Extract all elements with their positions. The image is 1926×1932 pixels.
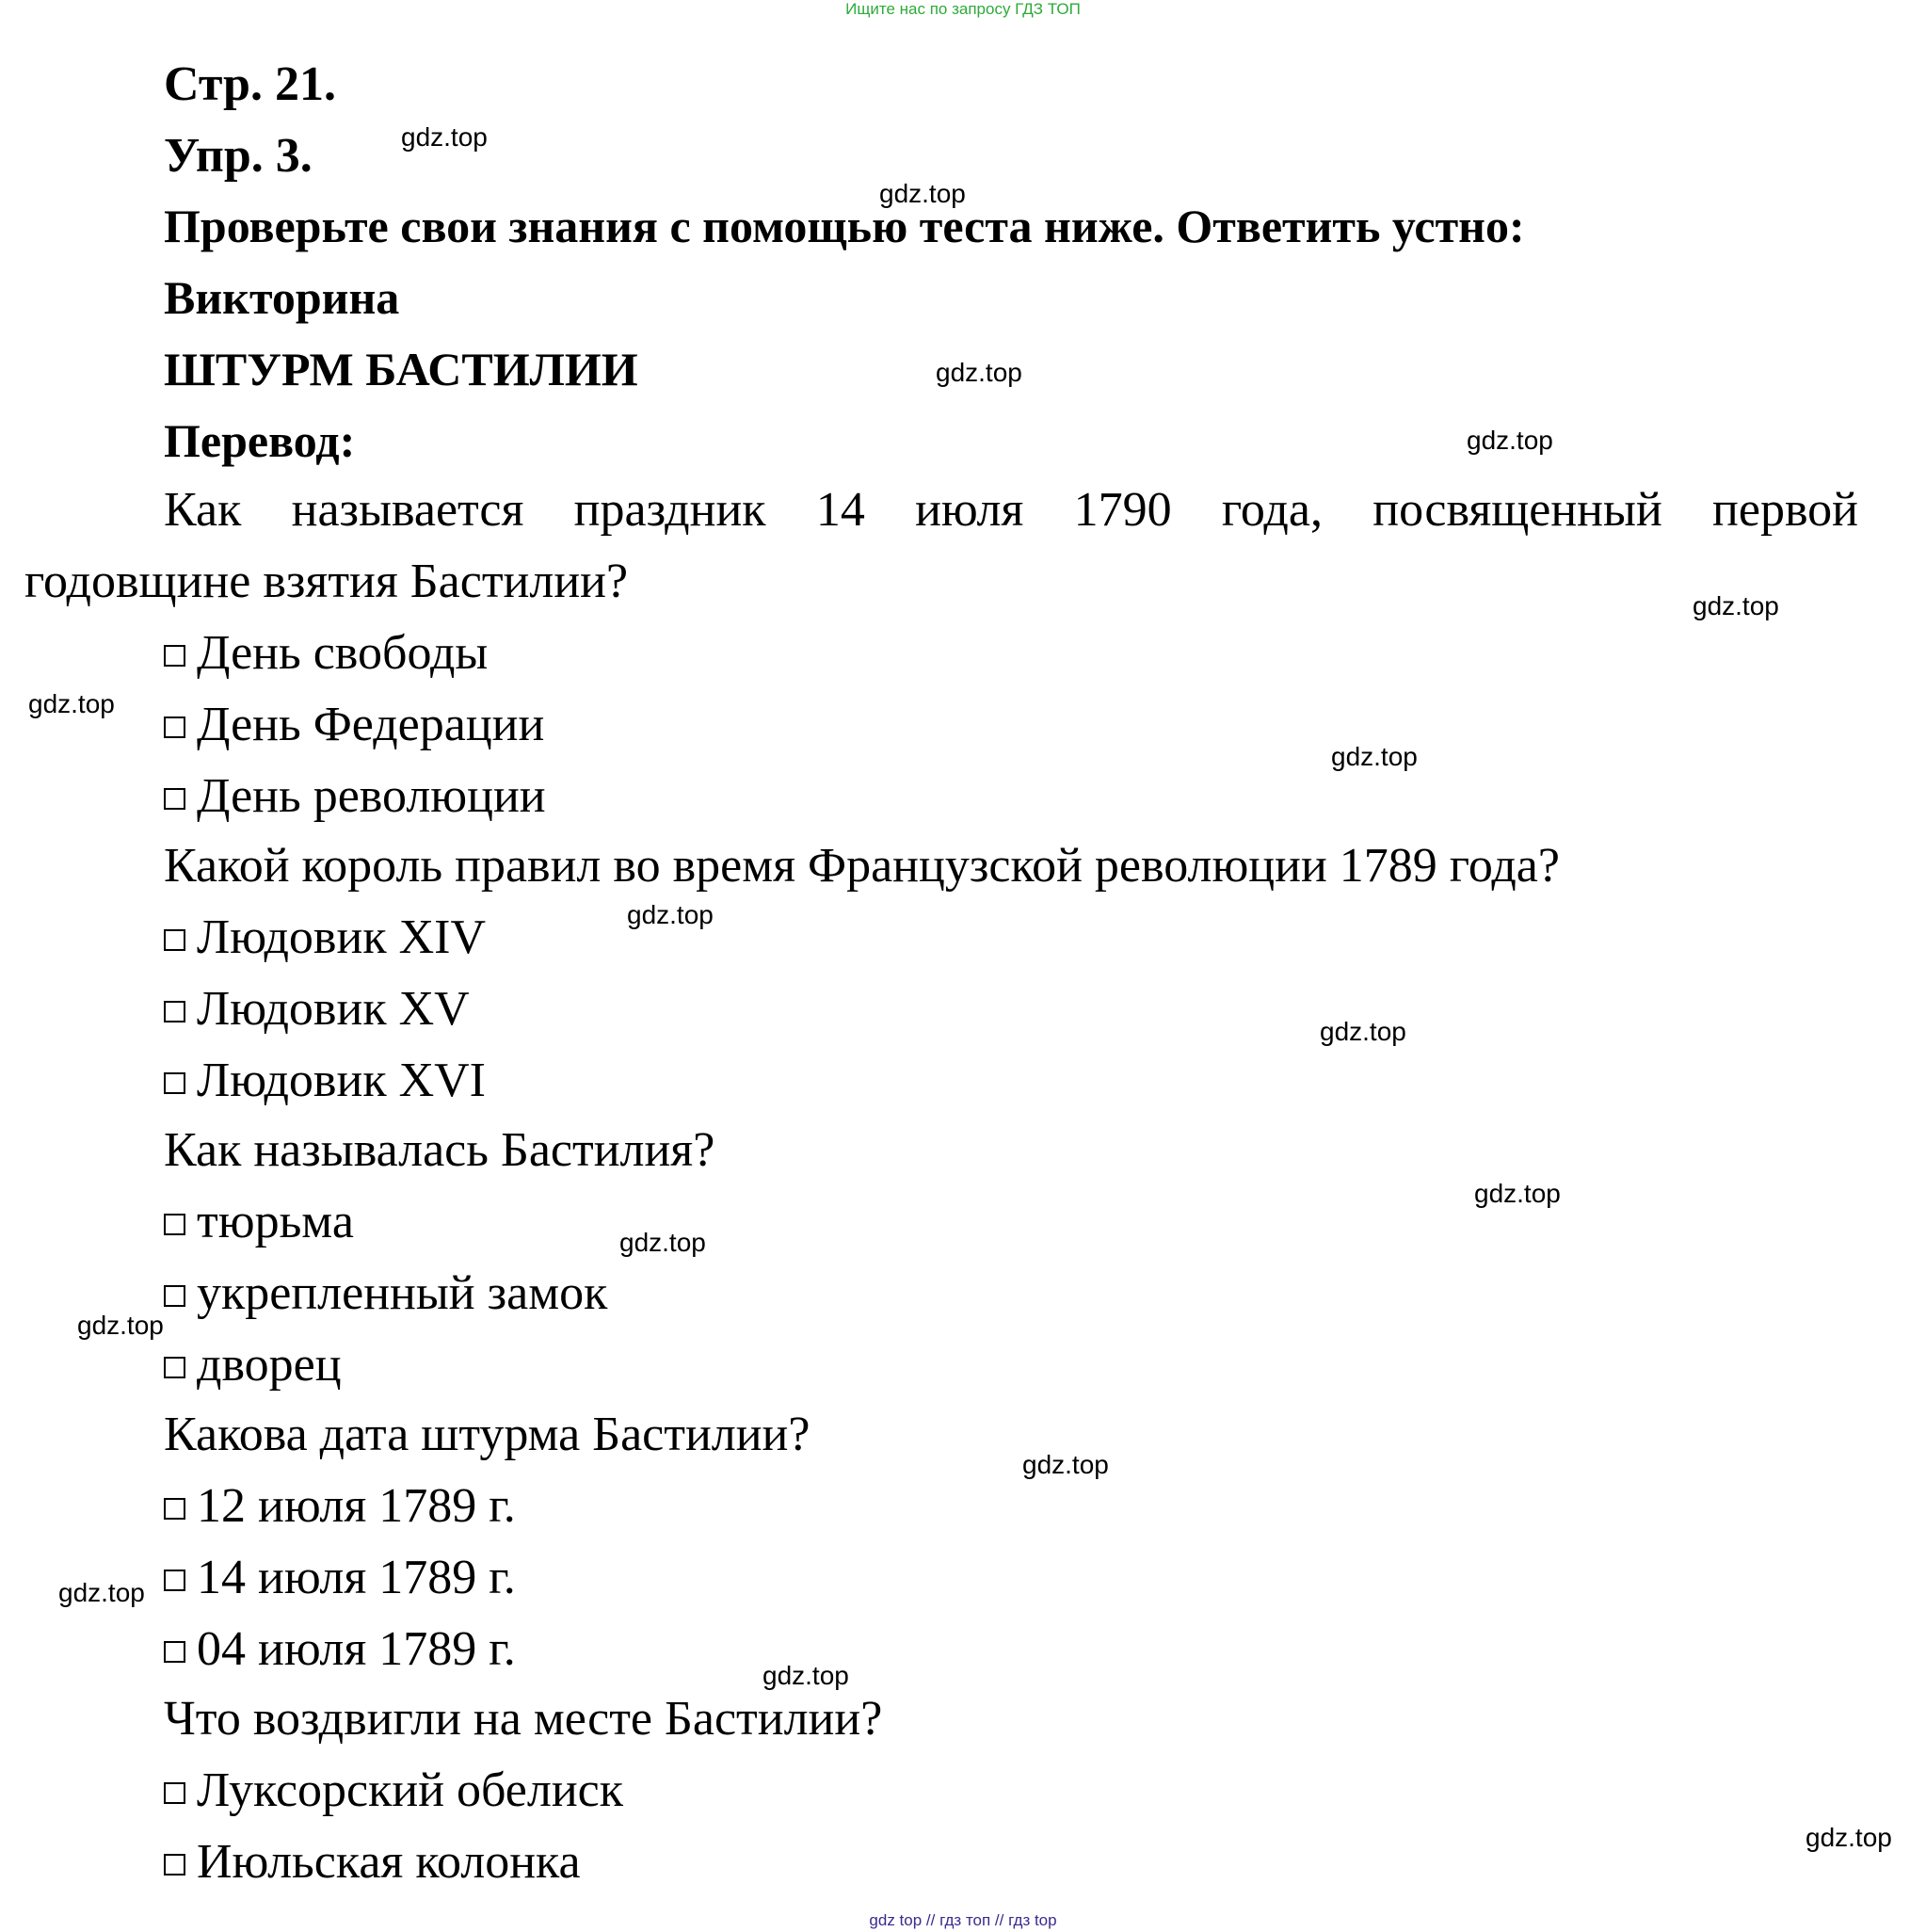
watermark: gdz.top <box>28 689 115 718</box>
question-1-option-3 <box>164 768 546 825</box>
option-label: Людовик XIV <box>197 910 486 964</box>
option-label: Июльская колонка <box>197 1835 581 1889</box>
top-banner: Ищите нас по запросу ГДЗ ТОП <box>845 0 1081 18</box>
watermark: gdz.top <box>58 1578 145 1607</box>
question-2-option-2 <box>164 981 470 1038</box>
question-4-option-1 <box>164 1478 516 1535</box>
option-label: 04 июля 1789 г. <box>197 1622 516 1676</box>
quiz-label: Викторина <box>164 271 400 324</box>
checkbox-icon <box>164 1001 185 1022</box>
checkbox-icon <box>164 716 185 738</box>
option-label: День свободы <box>197 626 489 680</box>
option-label: 12 июля 1789 г. <box>197 1479 516 1533</box>
question-3-text: Как называлась Бастилия? <box>164 1123 715 1177</box>
watermark: gdz.top <box>77 1311 164 1340</box>
page-reference: Стр. 21. <box>164 57 336 111</box>
option-label: укрепленный замок <box>197 1266 608 1320</box>
bottom-banner: gdz top // гдз топ // гдз top <box>869 1911 1057 1929</box>
watermark: gdz.top <box>627 900 714 929</box>
checkbox-icon <box>164 1498 185 1520</box>
watermark: gdz.top <box>762 1661 849 1690</box>
instruction: Проверьте свои знания с помощью теста ниже. Ответить устно: <box>164 200 1525 252</box>
option-label: День Федерации <box>197 698 545 751</box>
question-3-option-2 <box>164 1265 607 1322</box>
checkbox-icon <box>164 1641 185 1663</box>
question-1-text-line2: годовщине взятия Бастилии? <box>24 555 629 608</box>
option-label: День революции <box>197 769 546 823</box>
question-5-option-2 <box>164 1834 581 1891</box>
watermark: gdz.top <box>1320 1017 1406 1046</box>
question-2-option-1 <box>164 910 486 966</box>
checkbox-icon <box>164 788 185 810</box>
watermark: gdz.top <box>1331 742 1418 771</box>
translation-label: Перевод: <box>164 414 356 467</box>
option-label: дворец <box>197 1338 342 1392</box>
checkbox-icon <box>164 645 185 667</box>
checkbox-icon <box>164 1570 185 1591</box>
watermark: gdz.top <box>879 179 966 208</box>
watermark: gdz.top <box>1693 591 1779 620</box>
watermark: gdz.top <box>1022 1450 1109 1479</box>
watermark: gdz.top <box>401 122 488 152</box>
question-3-option-3 <box>164 1337 342 1393</box>
question-4-option-2 <box>164 1550 516 1606</box>
checkbox-icon <box>164 1782 185 1804</box>
watermark: gdz.top <box>619 1228 706 1257</box>
checkbox-icon <box>164 1214 185 1235</box>
watermark: gdz.top <box>1467 426 1553 455</box>
checkbox-icon <box>164 1854 185 1876</box>
option-label: тюрьма <box>197 1195 354 1248</box>
option-label: Луксорский обелиск <box>197 1763 623 1817</box>
question-1-option-1 <box>164 625 488 682</box>
question-4-text: Какова дата штурма Бастилии? <box>164 1408 811 1461</box>
question-3-option-1 <box>164 1194 354 1250</box>
checkbox-icon <box>164 1285 185 1307</box>
question-1-text-line1: Как называется праздник 14 июля 1790 года, посвященный первой <box>164 483 1858 537</box>
checkbox-icon <box>164 1072 185 1094</box>
question-5-option-1 <box>164 1763 623 1819</box>
option-label: Людовик XV <box>197 982 470 1036</box>
question-2-option-3 <box>164 1053 486 1109</box>
checkbox-icon <box>164 929 185 951</box>
option-label: Людовик XVI <box>197 1054 486 1107</box>
question-1-option-2 <box>164 697 544 753</box>
question-4-option-3 <box>164 1621 516 1678</box>
checkbox-icon <box>164 1357 185 1378</box>
watermark: gdz.top <box>1806 1823 1892 1852</box>
question-5-text: Что воздвигли на месте Бастилии? <box>164 1692 883 1746</box>
question-2-text: Какой король правил во время Французской революции 1789 года? <box>164 839 1560 893</box>
watermark: gdz.top <box>936 358 1022 387</box>
watermark: gdz.top <box>1474 1179 1561 1208</box>
quiz-title: ШТУРМ БАСТИЛИИ <box>164 343 638 395</box>
exercise-reference: Упр. 3. <box>164 129 313 183</box>
option-label: 14 июля 1789 г. <box>197 1551 516 1604</box>
